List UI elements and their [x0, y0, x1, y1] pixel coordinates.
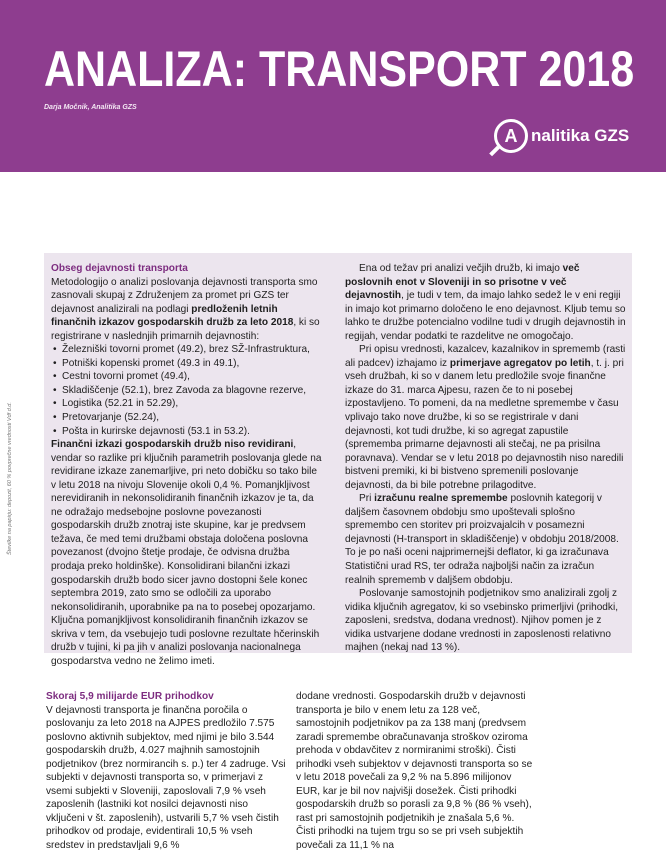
bottom-paragraph-2: dodane vrednosti. Gospodarskih družb v dejavnosti transporta je bilo v enem letu za 128 več, samostojnih podjetnikov pa za 138 manj (predvsem zaradi spremembe obračunavanja stroškov oziroma prehoda v obdavčitev z normiranimi stroški). Čisti prihodki vseh subjektov v dejavnosti transporta so se v letu 2018 povečali za 9,2 % na 5.896 milijonov EUR, kar je bil nov najvišji dosežek. Čisti prihodki gospodarskih družb so porasli za 9,8 % (86 % vseh), rast pri samostojnih podjetnikih je znašala 5,6 %. Čisti prihodki na tujem trgu so se pri vseh subjektih povečali za 11,1 % na [296, 691, 533, 852]
section-heading-prihodki: Skoraj 5,9 milijarde EUR prihodkov [46, 691, 214, 702]
list-item: • Pretovarjanje (52.24), [51, 411, 323, 425]
side-note-text: Številke na papirju: depozit, 60 % povprečne vrednosti Vdf d.d. [7, 402, 13, 555]
list-item: • Železniški tovorni promet (49.2), brez SŽ-Infrastruktura, [51, 343, 323, 357]
page-title: ANALIZA: TRANSPORT 2018 [44, 41, 635, 97]
box-paragraph-4 [345, 343, 627, 492]
text-span: Ena od težav pri analizi večjih družb, ki imajo [359, 263, 563, 274]
list-item: • Skladiščenje (52.1), brez Zavoda za blagovne rezerve, [51, 384, 323, 398]
side-note [2, 320, 12, 560]
text-span: , vendar so razlike pri ključnih parametrih poslovanja glede na revidirane izkaze zanemarljive, pri neto dobičku so tako bile v letu 2018 na nivoju Slovenije okoli 0,4 %. Pomanjkljivost nerevidiranih in nekonsolidiranih finančnih izkazov je ta, da ne odražajo medsebojne poslovne povezanosti gospodarskih družb znotraj iste skupine, kar je predvsem težava, če med temi družbami obstaja določena poslovna povezanost (dvojno štetje prodaje, če odvisna družba prodaja preko holdinške). Konsolidirani bilančni izkazi gospodarskih družb bodo sicer javno dostopni šele konec septembra 2019, zato smo se odločili za uporabo nekonsolidiranih, uporabnike pa na to posebej opozarjamo. Ključna pomanjkljivost konsolidiranih finančnih izkazov se skriva v tem, da vsebujejo tudi poslovne rezultate hčerinskih družb v tujini, ki pa jih v analizi poslovanja nacionalnega gospodarstva vedno ne želimo imeti. [51, 439, 322, 667]
bold-span: Finančni izkazi gospodarskih družb niso revidirani [51, 439, 294, 451]
list-item: • Logistika (52.21 in 52.29), [51, 397, 323, 411]
section-heading-obseg: Obseg dejavnosti transporta [51, 263, 188, 274]
text-span: , t. j. pri vseh družbah, ki so v danem letu predložile svoje finančne izkaze do 31. marca Ajpesu, razen če to ni posebej izpostavljeno. To pomeni, da na medletne spremembe v času vplivajo tako nove družbe, ki so se registrirale v dani dejavnosti, kot tudi družbe, ki so agregat zapustile (sprememba primarne dejavnosti ali stečaj, ne pa prisilna poravnava). Vendar se v letu 2018 po dejavnostih niso naredili bistveni premiki, ki bi bistveno spremenili poslovanje dejavnosti, da bi bile potrebne prilagoditve. [345, 357, 624, 491]
bold-span: primerjave agregatov po letih [449, 357, 591, 369]
bottom-left-column [46, 690, 286, 853]
text-span: , je tudi v tem, da imajo lahko sedež le v eni regiji in imajo kot primarno določeno le eno dejavnost. Kljub temu so lahko te družbe potencialno vodilne tudi v drugih dejavnostih in regijah, vendar podatki te razdelitve ne omogočajo. [345, 290, 626, 342]
bold-span: več poslovnih enot v Sloveniji in so prisotne v več dejavnostih [345, 263, 580, 302]
box-paragraph-2 [51, 438, 323, 668]
text-span: , ki so registrirane v naslednjih primarnih dejavnostih: [51, 317, 320, 342]
logo-text: nalitika GZS [531, 126, 630, 145]
text-span: poslovnih kategorij v dalјšem časovnem obdobju smo upoštevali splošno spremembo cen storitev pri proizvajalcih v posamezni dejavnosti (H-transport in skladiščenje) v obdobju 2018/2008. To je po naši oceni najprimernejši deflator, ki ga izračunava Statistični urad RS, ter odraža najbolјši način za izračun realnih sprememb v dalјšem obdobju. [345, 493, 619, 586]
box-right-column [345, 262, 627, 655]
text-span: Metodologijo o analizi poslovanja dejavnosti transporta smo zasnovali skupaj z Združenjem za promet pri GZS ter dejavnost analizirali na podlagi [51, 276, 318, 315]
box-paragraph-1 [51, 276, 323, 344]
author-byline: Darja Močnik, Analitika GZS [44, 104, 137, 111]
bold-span: predloženih letnih finančnih izkazov gospodarskih družb za leto 2018 [51, 303, 294, 329]
magnifier-logo-icon [494, 119, 528, 153]
bold-span: izračunu realne spremembe [374, 493, 508, 505]
box-paragraph-5 [345, 492, 627, 587]
bottom-right-column [296, 690, 536, 853]
activity-list [51, 343, 323, 438]
list-item: • Pošta in kurirske dejavnosti (53.1 in 53.2). [51, 425, 323, 439]
logo-letter: A [504, 125, 518, 146]
list-item: • Cestni tovorni promet (49.4), [51, 370, 323, 384]
text-span: Pri opisu vrednosti, kazalcev, kazalnikov in sprememb (rasti ali padcev) izhajamo iz [345, 344, 626, 369]
box-left-column [51, 262, 323, 668]
analitika-gzs-logo [494, 116, 629, 156]
text-span: Pri [359, 493, 375, 505]
bottom-paragraph-1: V dejavnosti transporta je finančna poročila o poslovanju za leto 2018 na AJPES predložilo 7.575 poslovno aktivnih subjektov, med njimi je bilo 3.544 gospodarskih družb, 4.027 majhnih samostojnih podjetnikov (brez normirancih s. p.) ter 4 zadruge. Vsi subjekti v dejavnosti transporta so, v primerjavi z vsemi subjekti v Sloveniji, zaposlovali 7,9 % vseh zaposlenih (lastniki kot nosilci dejavnosti niso vključeni v št. zaposlenih), ustvarili 5,7 % vseh čistih prihodkov od prodaje, evidentirali 10,5 % vseh sredstev in predstavljali 9,6 % [46, 704, 286, 852]
list-item: • Potniški kopenski promet (49.3 in 49.1), [51, 357, 323, 371]
box-paragraph-6: Poslovanje samostojnih podjetnikov smo analizirali zgolj z vidika ključnih agregatov, ki so vsebinsko primerljivi (prihodki, zaposleni, sredstva, dodana vrednost). Njihov pomen je z vidika ustvarjene dodane vrednosti in zaposlenosti relativno majhen (nekaj nad 13 %). [345, 588, 619, 654]
box-paragraph-3 [345, 262, 627, 343]
